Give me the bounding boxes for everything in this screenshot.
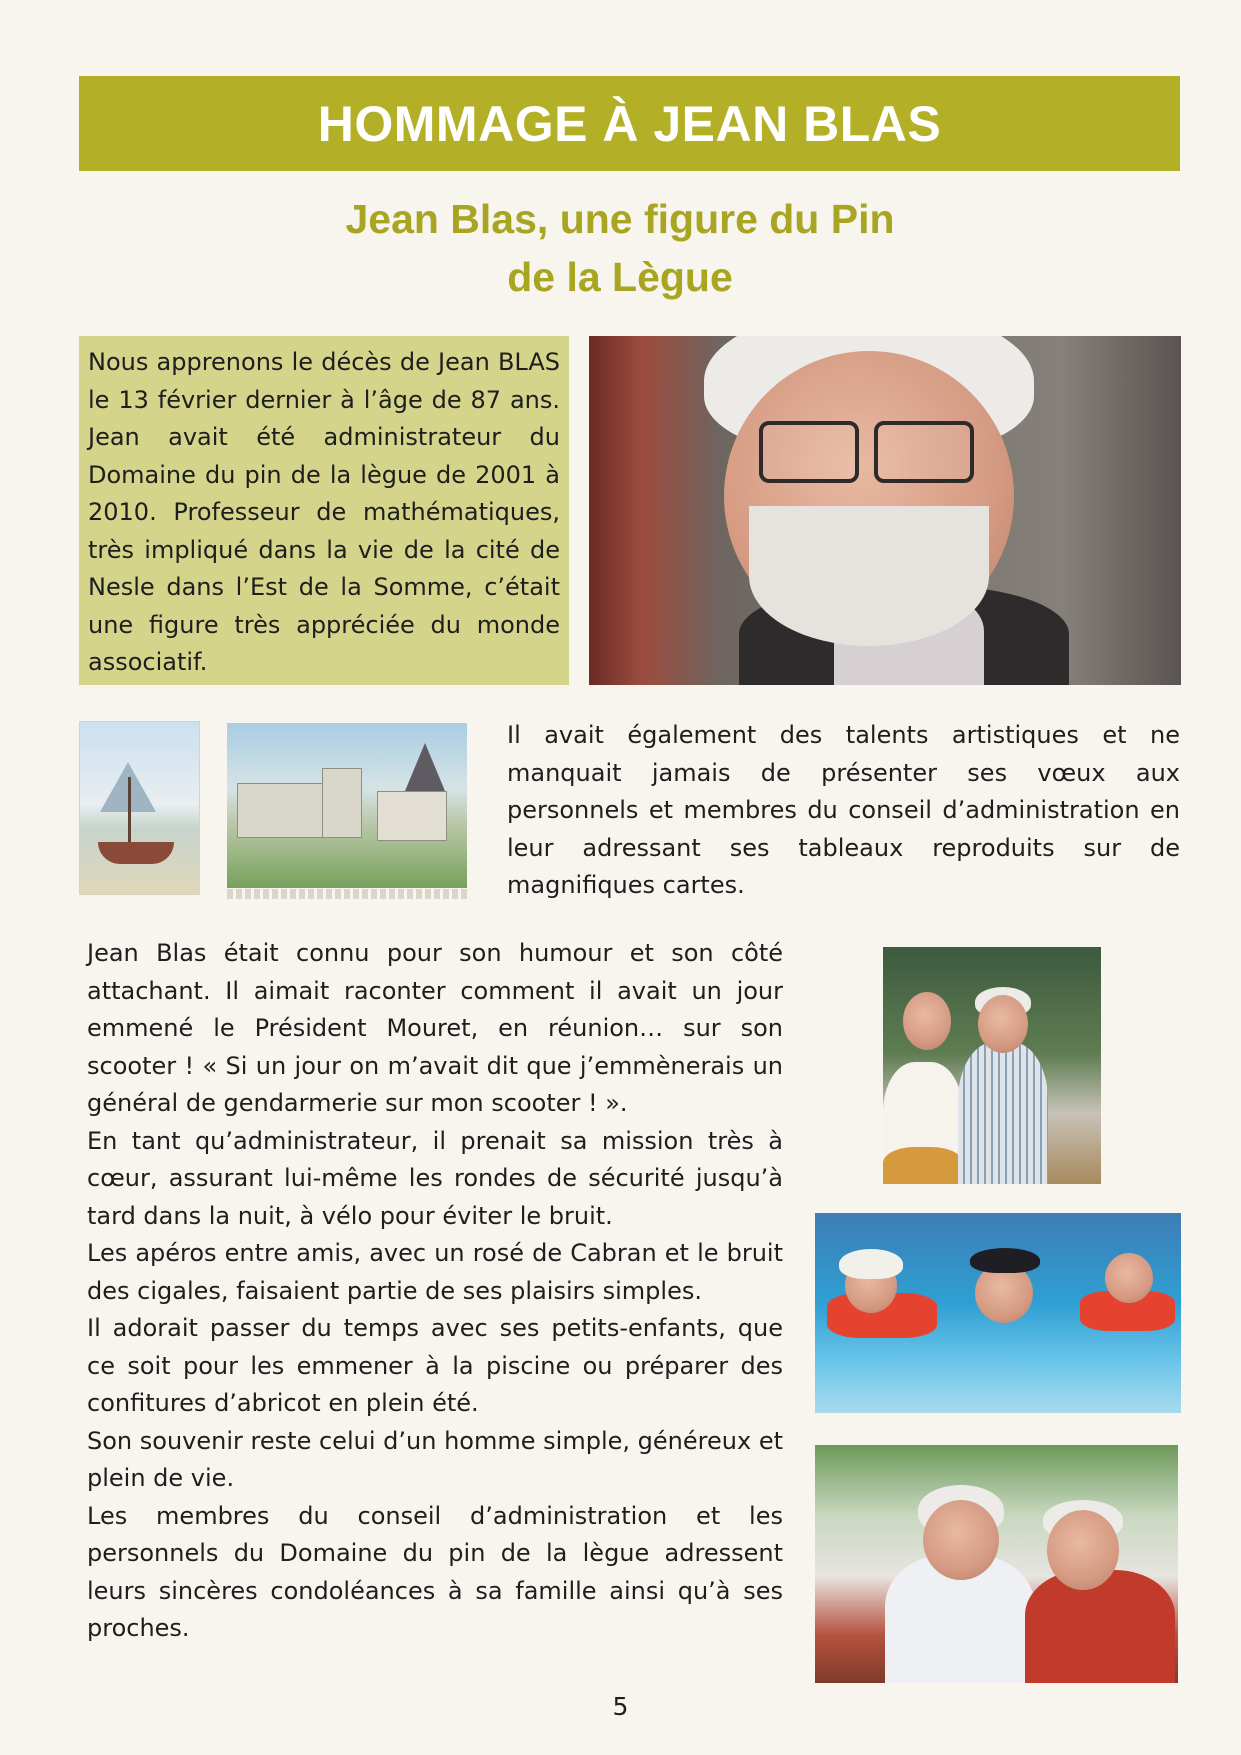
- art-text: Il avait également des talents artistiques et ne manquait jamais de présenter ses vœux aux personnels et membres du conseil d’administration en leur adressant ses tableaux reproduits sur de magnifiques cartes.: [507, 721, 1180, 899]
- watercolor-church: [227, 723, 467, 888]
- paragraph-humour: Jean Blas était connu pour son humour et son côté attachant. Il aimait raconter comment il avait un jour emmené le Président Mouret, en réunion… sur son scooter ! « Si un jour on m’avait dit que j’emmènerais un général de gendarmerie sur mon scooter ! ».: [87, 939, 783, 1117]
- terrace-photo: [815, 1445, 1178, 1683]
- pool-photo: [815, 1213, 1181, 1413]
- title-banner: [79, 76, 1180, 171]
- page-title: HOMMAGE À JEAN BLAS: [317, 95, 942, 152]
- watercolor-boat-mast: [128, 777, 131, 843]
- paragraph-condolences: Les membres du conseil d’administration et les personnels du Domaine du pin de la lègue adressent leurs sincères condoléances à sa famille ainsi qu’à ses proches.: [87, 1501, 783, 1642]
- intro-box: [79, 336, 569, 685]
- paragraph-grandchildren: Il adorait passer du temps avec ses petits-enfants, que ce soit pour les emmener à la piscine ou préparer des confitures d’abricot en plein été.: [87, 1314, 783, 1417]
- portrait-glasses-left: [759, 421, 859, 483]
- garden-man-right-shirt: [958, 1042, 1048, 1184]
- terrace-man-face: [1047, 1510, 1119, 1590]
- watercolor-boat-hull: [98, 842, 174, 864]
- pool-child-right: [1105, 1253, 1153, 1303]
- terrace-woman-face: [923, 1500, 999, 1580]
- page-number: 5: [612, 1692, 629, 1721]
- subtitle-line-2: de la Lègue: [507, 254, 733, 300]
- portrait-beard: [749, 506, 989, 646]
- watercolor-church-body: [377, 791, 447, 841]
- garden-man-left-face: [903, 992, 951, 1050]
- pool-child-hat: [839, 1249, 903, 1279]
- watercolor-boat: [80, 722, 199, 894]
- watercolor-spire: [405, 743, 445, 791]
- paragraph-mission: En tant qu’administrateur, il prenait sa mission très à cœur, assurant lui-même les rondes de sécurité jusqu’à tard dans la nuit, à vélo pour éviter le bruit.: [87, 1126, 783, 1230]
- terrace-man-shirt: [1025, 1570, 1175, 1683]
- garden-man-right-face: [978, 995, 1028, 1053]
- paragraph-memory: Son souvenir reste celui d’un homme simple, généreux et plein de vie.: [87, 1426, 783, 1492]
- art-paragraph: [507, 717, 1180, 905]
- watercolor-tower: [322, 768, 362, 838]
- watercolor-signature: [227, 889, 467, 899]
- portrait-photo: [589, 336, 1181, 685]
- paragraph-aperos: Les apéros entre amis, avec un rosé de Cabran et le bruit des cigales, faisaient partie de ses plaisirs simples.: [87, 1239, 783, 1305]
- intro-text: Nous apprenons le décès de Jean BLAS le 13 février dernier à l’âge de 87 ans. Jean avait été administrateur du Domaine du pin de la lègue de 2001 à 2010. Professeur de mathématiques, très impliqué dans la vie de la cité de Nesle dans l’Est de la Somme, c’était une figure très appréciée du monde associatif.: [88, 348, 560, 676]
- pool-cap: [970, 1248, 1040, 1273]
- garden-photo: [883, 947, 1101, 1184]
- article-subtitle: [200, 190, 1040, 306]
- portrait-glasses-right: [874, 421, 974, 483]
- garden-man-left-trousers: [883, 1147, 963, 1184]
- watercolor-ruins: [237, 783, 327, 838]
- subtitle-line-1: Jean Blas, une figure du Pin: [345, 196, 895, 242]
- main-text: [87, 935, 783, 1648]
